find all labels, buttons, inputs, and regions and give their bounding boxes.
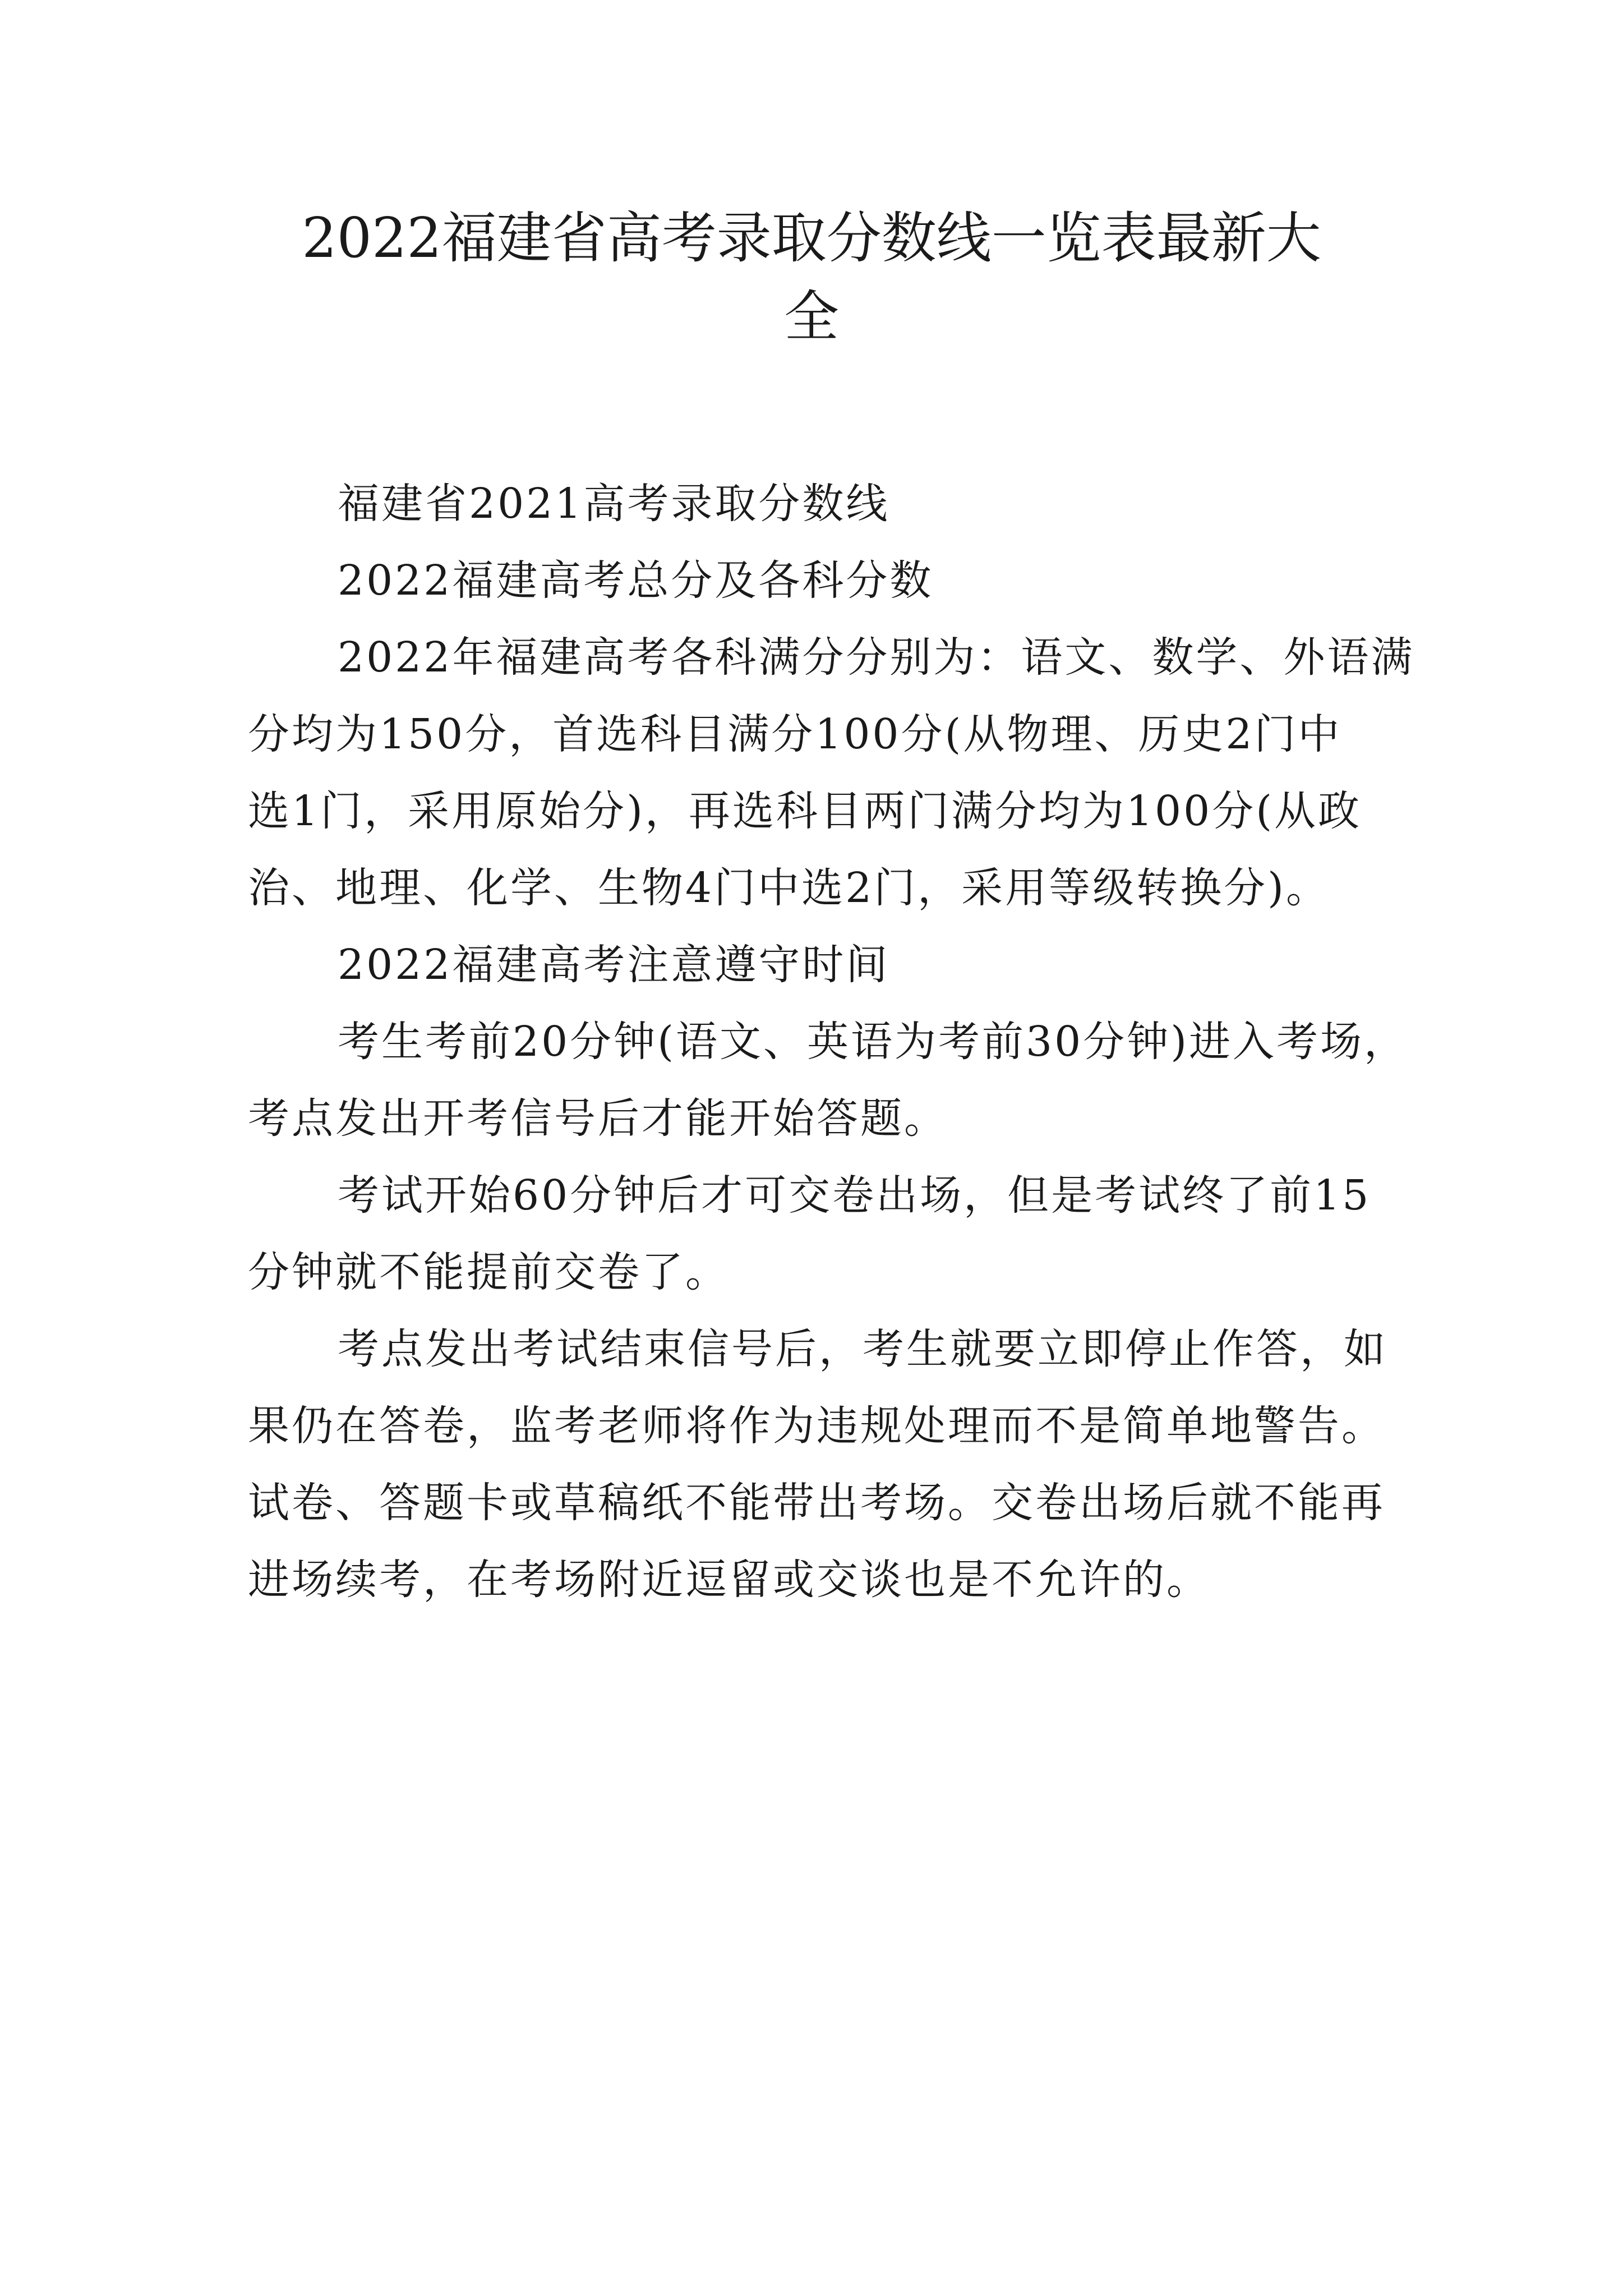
paragraph-line: 试卷、答题卡或草稿纸不能带出考场。交卷出场后就不能再 [248,1479,1385,1527]
paragraph-total-score-heading [248,542,1386,619]
paragraph-line: 果仍在答卷，监考老师将作为违规处理而不是简单地警告。 [248,1402,1385,1450]
paragraph-line: 进场续考，在考场附近逗留或交谈也是不允许的。 [248,1556,1210,1604]
paragraph-score-line-heading [248,466,1386,542]
paragraph-line: 2022福建高考注意遵守时间 [338,941,890,989]
document-title [224,199,1399,356]
paragraph-line: 分钟就不能提前交卷了。 [248,1248,729,1296]
paragraph-line: 治、地理、化学、生物4门中选2门，采用等级转换分)。 [248,864,1330,912]
paragraph-line: 分均为150分，首选科目满分100分(从物理、历史2门中 [248,710,1342,758]
paragraph-line: 考点发出考试结束信号后，考生就要立即停止作答，如 [338,1325,1387,1373]
paragraph-exam-end-rules [248,1311,1386,1618]
title-line: 全 [783,285,839,349]
paragraph-line: 2022福建高考总分及各科分数 [338,556,934,605]
paragraph-entry-time [248,1004,1408,1157]
paragraph-line: 考生考前20分钟(语文、英语为考前30分钟)进入考场， [338,1018,1408,1066]
paragraph-line: 选1门，采用原始分)，再选科目两门满分均为100分(从政 [248,787,1362,835]
paragraph-subject-scores [248,619,1415,927]
document-body [248,466,1415,1618]
paragraph-submit-time [248,1157,1386,1311]
paragraph-line: 福建省2021高考录取分数线 [338,480,890,528]
paragraph-line: 考点发出开考信号后才能开始答题。 [248,1094,948,1143]
paragraph-line: 考试开始60分钟后才可交卷出场，但是考试终了前15 [338,1171,1371,1220]
paragraph-line: 2022年福建高考各科满分分别为：语文、数学、外语满 [338,633,1415,682]
title-line: 2022福建省高考录取分数线一览表最新大 [302,206,1321,270]
paragraph-time-heading [248,927,1386,1004]
